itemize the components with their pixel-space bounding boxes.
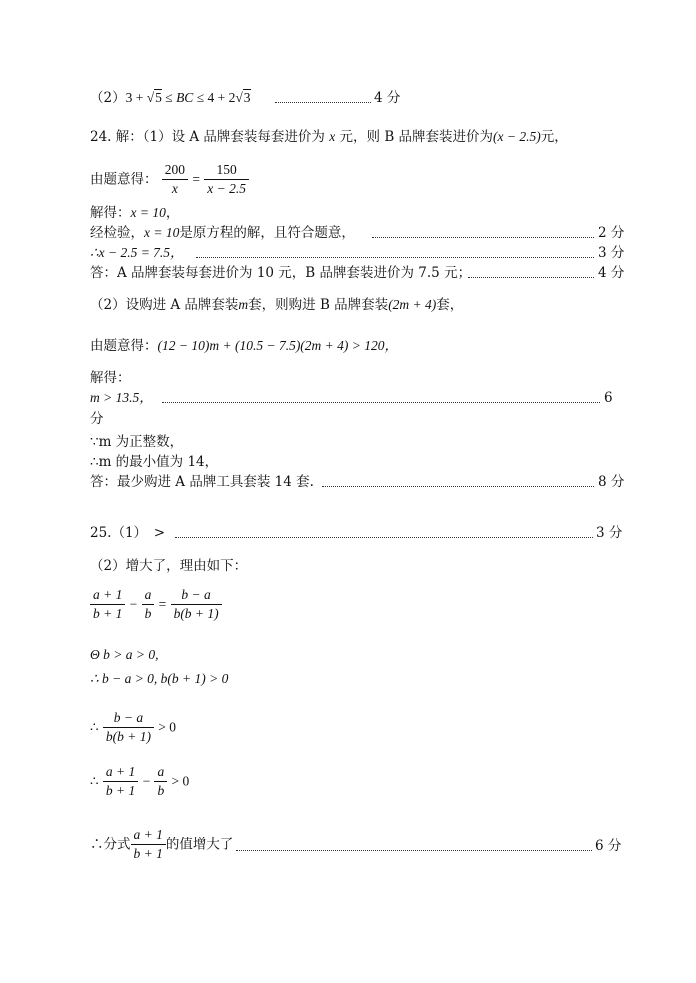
q24-eq2 bbox=[90, 337, 398, 355]
q24-head-expr: (x − 2.5) bbox=[493, 129, 541, 144]
q25-gt0: > 0 bbox=[158, 719, 177, 735]
q25-t2: ∴ bbox=[90, 773, 99, 790]
q24-solve-end: ， bbox=[165, 205, 180, 221]
q24-part2 bbox=[90, 296, 463, 314]
q24-answer-2: 答：最少购进 A 品牌工具套装 14 套. bbox=[90, 474, 314, 490]
q24-p2-c: 套， bbox=[436, 297, 464, 313]
q25-frac-g bbox=[131, 826, 166, 863]
q24-ans2-leader bbox=[322, 486, 594, 487]
q25-frac-e-den: b + 1 bbox=[105, 783, 136, 798]
q24-frac2 bbox=[204, 161, 249, 198]
q24-because: ∵m 为正整数， bbox=[90, 434, 184, 450]
q23-sqrt5: 5 bbox=[155, 90, 162, 105]
q24-head-end: 元， bbox=[540, 129, 568, 145]
q24-eq2-expr: (12 − 10)m + (10.5 − 7.5)(2m + 4) > 120， bbox=[157, 338, 399, 353]
q24-eq2-label: 由题意得： bbox=[90, 338, 158, 354]
q25-gt0b: > 0 bbox=[171, 773, 190, 789]
q25-frac-f-num: a bbox=[154, 763, 167, 782]
q25-concl-b: 的值增大了 bbox=[165, 836, 234, 853]
q24-calc: ∴x − 2.5 = 7.5， bbox=[90, 245, 184, 260]
q24-p2-expr: (2m + 4) bbox=[388, 297, 437, 312]
q24-eq-sign: = bbox=[192, 171, 200, 187]
q24-check-leader bbox=[372, 237, 594, 238]
q24-check-score: 2 分 bbox=[598, 225, 625, 241]
q25-frac-c bbox=[171, 586, 222, 623]
q25-part2: （2）增大了，理由如下： bbox=[90, 558, 248, 574]
q25-eq: = bbox=[158, 596, 167, 612]
q24-solve bbox=[90, 204, 179, 222]
q25-fraction-eq bbox=[90, 586, 222, 623]
q24-head-text: 24. 解：（1）设 A 品牌套装每套进价为 bbox=[90, 129, 325, 145]
q24-therefore: ∴m 的最小值为 14， bbox=[90, 454, 219, 470]
q23-bc: BC bbox=[176, 90, 194, 105]
q25-frac-d-num: b − a bbox=[103, 709, 154, 728]
q25-ineq2 bbox=[90, 763, 189, 800]
q25-concl-a: ∴分式 bbox=[90, 836, 131, 853]
q25-frac-d bbox=[103, 709, 154, 746]
q25-frac-g-num: a + 1 bbox=[131, 826, 166, 845]
q24-check-post: 是原方程的解，且符合题意， bbox=[179, 225, 355, 241]
q24-eq-label: 由题意得： bbox=[90, 171, 158, 188]
q25-minus: − bbox=[129, 596, 138, 612]
q24-ans2-score: 8 分 bbox=[598, 474, 625, 490]
q25-frac-f-den: b bbox=[157, 783, 165, 798]
q24-solve-val: x = 10 bbox=[130, 205, 166, 220]
q24-frac1-den: x bbox=[171, 181, 178, 196]
q24-ans1-score: 4 分 bbox=[598, 265, 625, 281]
q24-check-pre: 经检验， bbox=[90, 225, 144, 241]
q24-x-var: x bbox=[329, 129, 336, 144]
q24-solve2-leader bbox=[162, 402, 600, 403]
q23-rel: ≤ bbox=[161, 90, 177, 105]
q24-calc-score: 3 分 bbox=[598, 245, 625, 261]
q23-leader bbox=[275, 102, 371, 103]
q24-frac2-den: x − 2.5 bbox=[207, 181, 246, 196]
q24-solve2: m > 13.5， bbox=[90, 390, 153, 405]
q25-concl-leader bbox=[236, 850, 592, 851]
q24-solve2-score-num: 6 bbox=[604, 390, 613, 406]
q25-frac-b-den: b bbox=[144, 606, 152, 621]
q24-equation bbox=[90, 161, 249, 198]
q24-p2-m: m bbox=[238, 297, 249, 312]
q24-p2-b: 套，则购进 B 品牌套装 bbox=[248, 297, 389, 313]
q25-frac-c-den: b(b + 1) bbox=[173, 606, 219, 621]
q25-frac-a bbox=[90, 586, 125, 623]
q25-ineq1 bbox=[90, 709, 176, 746]
q25-conclusion bbox=[90, 826, 233, 863]
q24-frac1-num: 200 bbox=[162, 161, 188, 180]
q24-p2-a: （2）设购进 A 品牌套装 bbox=[90, 297, 239, 313]
q23-score: 4 分 bbox=[374, 90, 401, 106]
q25-cond1: Θ b > a > 0, bbox=[90, 647, 159, 662]
q23-expr-a: 3 + bbox=[125, 90, 147, 105]
q25-minus2: − bbox=[142, 773, 151, 789]
q25-frac-g-den: b + 1 bbox=[133, 846, 163, 861]
q25-part1: 25.（1） > bbox=[90, 525, 166, 541]
q24-solve-label: 解得： bbox=[90, 205, 131, 221]
q25-p1-score: 3 分 bbox=[596, 525, 623, 541]
q25-frac-a-den: b + 1 bbox=[93, 606, 123, 621]
q24-frac1 bbox=[162, 161, 188, 198]
q25-frac-e bbox=[103, 763, 138, 800]
q25-t1: ∴ bbox=[90, 719, 99, 736]
q25-frac-d-den: b(b + 1) bbox=[105, 729, 151, 744]
q23-expr-b: ≤ 4 + 2 bbox=[193, 90, 236, 105]
q25-frac-c-num: b − a bbox=[171, 586, 222, 605]
q24-answer-1: 答：A 品牌套装每套进价为 10 元，B 品牌套装进价为 7.5 元； bbox=[90, 265, 472, 281]
q24-check bbox=[90, 224, 355, 242]
q24-frac2-num: 150 bbox=[204, 161, 249, 180]
q25-concl-score: 6 分 bbox=[595, 838, 622, 854]
q24-ans1-leader bbox=[468, 277, 594, 278]
q23-sqrt3: 3 bbox=[243, 90, 251, 105]
q25-frac-e-num: a + 1 bbox=[103, 763, 138, 782]
q23-label: （2） bbox=[90, 90, 126, 106]
q24-solve2-label: 解得： bbox=[90, 370, 131, 386]
q25-frac-f bbox=[154, 763, 167, 800]
q24-solve2-score-unit: 分 bbox=[90, 411, 104, 427]
q25-p1-leader bbox=[175, 537, 593, 538]
q25-frac-b bbox=[142, 586, 155, 623]
q25-frac-a-num: a + 1 bbox=[90, 586, 125, 605]
q24-head bbox=[90, 128, 568, 146]
q24-calc-leader bbox=[196, 257, 594, 258]
q24-head-mid: 元，则 B 品牌套装进价为 bbox=[339, 129, 494, 145]
q23-line: （2）3 + √5 ≤ BC ≤ 4 + 2√3 bbox=[90, 90, 251, 106]
q24-check-expr: x = 10 bbox=[144, 225, 180, 240]
q25-cond2: ∴ b − a > 0, b(b + 1) > 0 bbox=[90, 671, 229, 686]
q25-frac-b-num: a bbox=[142, 586, 155, 605]
